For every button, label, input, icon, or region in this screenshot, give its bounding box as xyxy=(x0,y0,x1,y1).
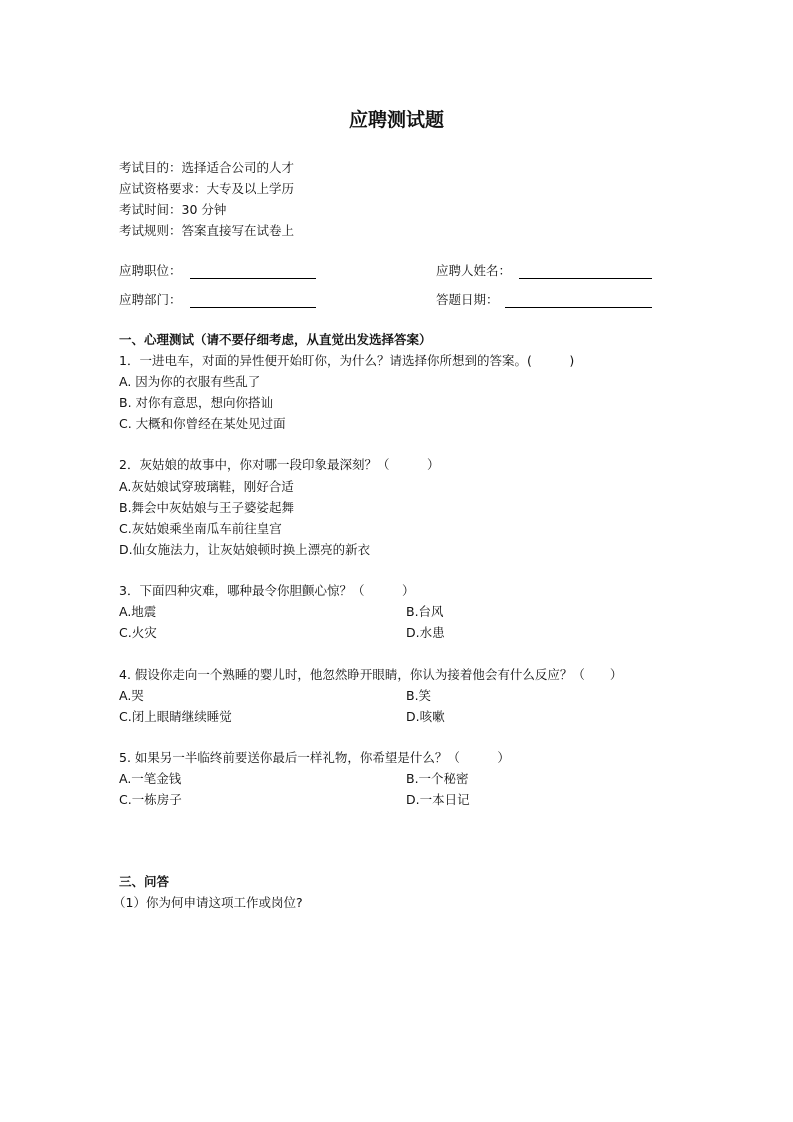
q1-option-c: C. 大概和你曾经在某处见过面 xyxy=(119,416,286,431)
name-label: 应聘人姓名： xyxy=(436,263,512,278)
q3-option-c: C.火灾 xyxy=(119,625,157,640)
exam-qualification: 应试资格要求：大专及以上学历 xyxy=(119,181,295,196)
position-blank[interactable] xyxy=(190,278,316,279)
q1-option-b: B. 对你有意思，想向你搭讪 xyxy=(119,395,274,410)
page-title: 应聘测试题 xyxy=(348,109,444,131)
q2-option-d: D.仙女施法力，让灰姑娘顿时换上漂亮的新衣 xyxy=(119,542,371,557)
q5-option-b: B.一个秘密 xyxy=(406,771,469,786)
q2-option-b: B.舞会中灰姑娘与王子婆娑起舞 xyxy=(119,500,295,515)
q2-option-a: A.灰姑娘试穿玻璃鞋，刚好合适 xyxy=(119,479,294,494)
section-heading-qa: 三、问答 xyxy=(119,874,170,889)
date-blank[interactable] xyxy=(505,307,652,308)
exam-purpose: 考试目的：选择适合公司的人才 xyxy=(119,160,295,175)
question-2: 2．灰姑娘的故事中，你对哪一段印象最深刻？（ ） xyxy=(119,457,440,472)
question-5: 5. 如果另一半临终前要送你最后一样礼物，你希望是什么？（ ） xyxy=(119,750,510,765)
q3-option-a: A.地震 xyxy=(119,604,157,619)
q4-option-c: C.闭上眼睛继续睡觉 xyxy=(119,709,232,724)
q3-option-b: B.台风 xyxy=(406,604,444,619)
question-1: 1．一进电车，对面的异性便开始盯你，为什么？请选择你所想到的答案。( ) xyxy=(119,353,575,368)
q2-option-c: C.灰姑娘乘坐南瓜车前往皇宫 xyxy=(119,521,282,536)
q3-option-d: D.水患 xyxy=(406,625,445,640)
q4-option-a: A.哭 xyxy=(119,688,144,703)
question-4: 4. 假设你走向一个熟睡的婴儿时，他忽然睁开眼睛，你认为接着他会有什么反应？（ ） xyxy=(119,667,623,682)
q5-option-d: D.一本日记 xyxy=(406,792,470,807)
q5-option-a: A.一笔金钱 xyxy=(119,771,182,786)
q5-option-c: C.一栋房子 xyxy=(119,792,182,807)
exam-time: 考试时间：30 分钟 xyxy=(119,202,227,217)
department-blank[interactable] xyxy=(190,307,316,308)
position-label: 应聘职位： xyxy=(119,263,182,278)
date-label: 答题日期： xyxy=(436,292,499,307)
q1-option-a: A. 因为你的衣服有些乱了 xyxy=(119,374,261,389)
exam-rules: 考试规则：答案直接写在试卷上 xyxy=(119,223,295,238)
q4-option-d: D.咳嗽 xyxy=(406,709,445,724)
qa-question-1: （1）你为何申请这项工作或岗位? xyxy=(113,895,303,910)
department-label: 应聘部门： xyxy=(119,292,182,307)
question-3: 3．下面四种灾难，哪种最令你胆颤心惊？（ ） xyxy=(119,583,415,598)
name-blank[interactable] xyxy=(519,278,652,279)
q4-option-b: B.笑 xyxy=(406,688,432,703)
section-heading: 一、心理测试（请不要仔细考虑，从直觉出发选择答案） xyxy=(119,332,432,347)
